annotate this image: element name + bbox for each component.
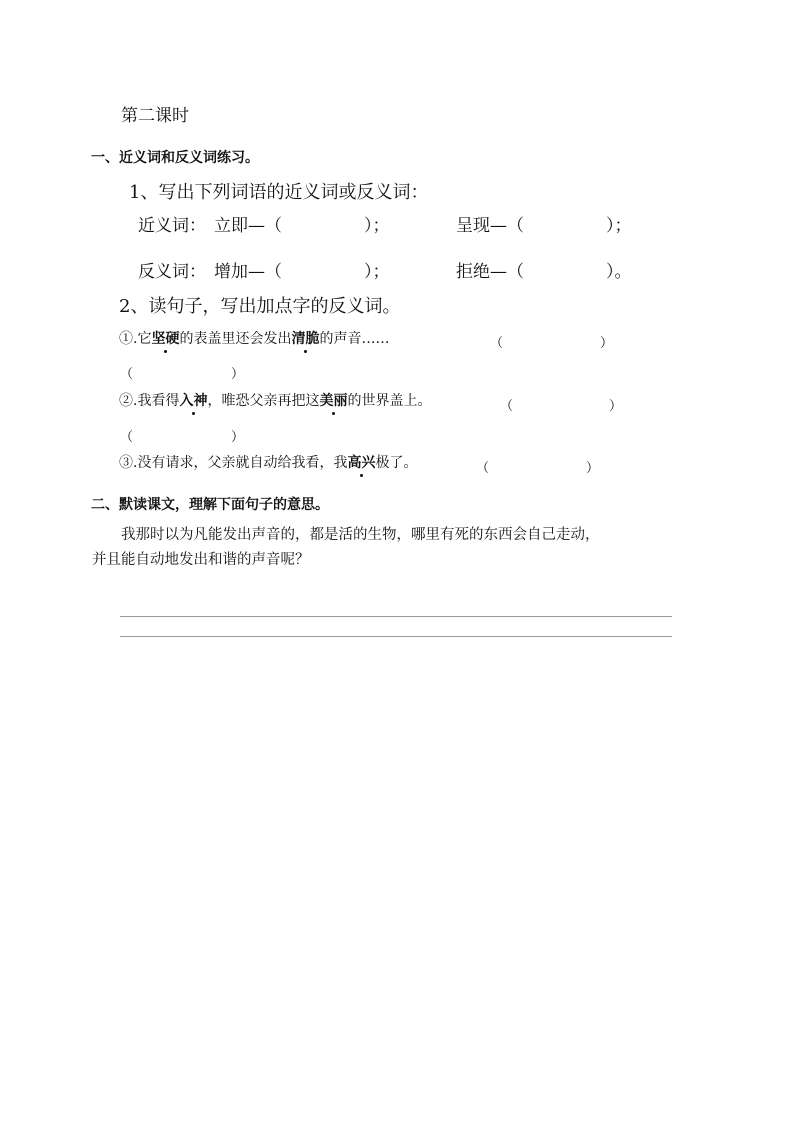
antonym-word-1: 增加—（: [214, 262, 282, 282]
sentence-3-prefix: ③.没有请求，父亲就自动给我看，我: [119, 455, 348, 471]
dotted-word-rushen: 入神: [179, 393, 208, 409]
synonym-word-2: 呈现—（: [456, 216, 524, 236]
sentence-1-mid: 的表盖里还会发出: [179, 331, 292, 347]
answer-line-2: [120, 636, 672, 637]
antonym-word-2: 拒绝—（: [456, 262, 524, 282]
section-1-heading: 一、近义词和反义词练习。: [91, 150, 259, 166]
synonym-label: 近义词：: [138, 216, 206, 236]
sentence-2-mid: ，唯恐父亲再把这: [207, 393, 320, 409]
passage-line-1: 我那时以为凡能发出声音的，都是活的生物，哪里有死的东西会自己走动，: [121, 527, 600, 543]
question-2-prompt: 2、读句子，写出加点字的反义词。: [119, 296, 401, 317]
antonym-label: 反义词：: [138, 262, 206, 282]
dotted-word-qingcui: 清脆: [291, 331, 320, 347]
answer-paren-3-close: ）: [586, 461, 600, 476]
passage-line-2: 并且能自动地发出和谐的声音呢？: [92, 552, 310, 568]
antonym-word-1-close: ）；: [364, 262, 390, 282]
answer-paren-2b-close: ）: [231, 430, 245, 445]
synonym-word-1: 立即—（: [214, 216, 282, 236]
lesson-title: 第二课时: [121, 106, 189, 126]
sentence-1-prefix: ①.它: [119, 331, 152, 347]
section-2-heading: 二、默读课文，理解下面句子的意思。: [91, 497, 329, 513]
sentence-3: [119, 455, 417, 472]
dotted-word-gaoxing: 高兴: [347, 455, 376, 471]
synonym-word-1-close: ）；: [364, 216, 390, 236]
answer-paren-1a-open: （: [490, 336, 504, 351]
dotted-word-jianying: 坚硬: [151, 331, 180, 347]
sentence-3-suffix: 极了。: [375, 455, 418, 471]
sentence-2: [119, 393, 431, 410]
answer-paren-3-open: （: [476, 461, 490, 476]
sentence-2-suffix: 的世界盖上。: [347, 393, 432, 409]
answer-paren-2a-close: ）: [609, 399, 623, 414]
answer-paren-2b-open: （: [120, 430, 134, 445]
question-1-prompt: 1、写出下列词语的近义词或反义词：: [129, 182, 429, 203]
antonym-word-2-close: ）。: [606, 262, 632, 282]
answer-paren-2a-open: （: [500, 399, 514, 414]
answer-paren-1a-close: ）: [600, 336, 614, 351]
answer-paren-1b-open: （: [120, 367, 134, 382]
answer-paren-1b-close: ）: [231, 367, 245, 382]
answer-line-1: [120, 616, 672, 617]
sentence-1-suffix: 的声音……: [319, 331, 390, 347]
synonym-word-2-close: ）；: [606, 216, 632, 236]
sentence-1: [119, 331, 389, 348]
sentence-2-prefix: ②.我看得: [119, 393, 180, 409]
dotted-word-meili: 美丽: [319, 393, 348, 409]
